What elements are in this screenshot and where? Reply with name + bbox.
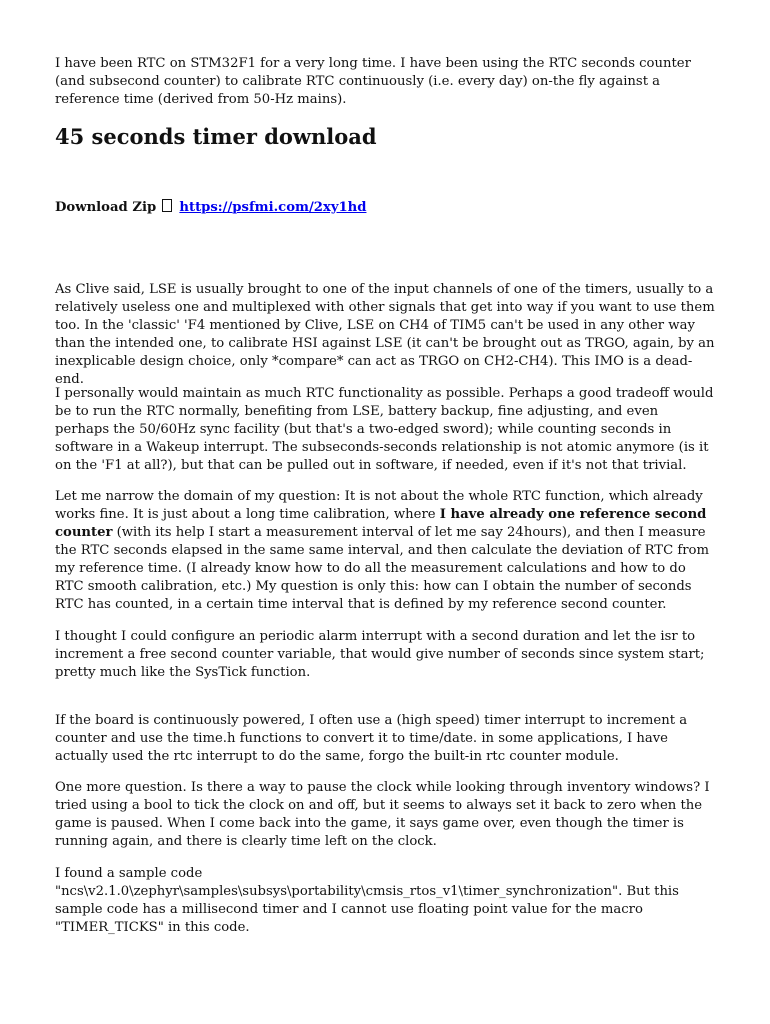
paragraph-continuously-powered: If the board is continuously powered, I often use a (high speed) timer interrupt to increment a counter and use the time.h functions to convert it to time/date. in some applications, I have actually used the rtc interrupt to do the same, forgo the built-in rtc counter module.: [55, 713, 688, 764]
paragraph-alarm-interrupt: I thought I could configure an periodic alarm interrupt with a second duration and let the isr to increment a free second counter variable, that would give number of seconds since system start; pretty much like the SysTick function.: [55, 629, 705, 680]
download-line: [55, 199, 366, 217]
intro-paragraph: I have been RTC on STM32F1 for a very long time. I have been using the RTC seconds counter (and subsecond counter) to calibrate RTC continuously (i.e. every day) on-the fly against a reference time (derived from 50-Hz mains).: [55, 56, 691, 107]
paragraph-sample-code: I found a sample code "ncs\v2.1.0\zephyr\samples\subsys\portability\cmsis_rtos_v1\timer_synchronization". But this sample code has a millisecond timer and I cannot use floating point value for the macro "TIMER_TICKS" in this code.: [55, 866, 679, 935]
paragraph-pause-clock: One more question. Is there a way to pause the clock while looking through inventory windows? I tried using a bool to tick the clock on and off, but it seems to always set it back to zero when the game is paused. When I come back into the game, it says game over, even though the timer is running again, and there is clearly time left on the clock.: [55, 780, 710, 849]
box-glyph-icon: [162, 199, 172, 212]
download-link[interactable]: https://psfmi.com/2xy1hd: [179, 200, 367, 215]
download-label: Download Zip: [55, 200, 157, 215]
paragraph-text-start: Let me narrow the domain of my question: It is not about the whole RTC function, which already works fine. It is just about a long time calibration, where: [55, 489, 703, 522]
paragraph-lse: As Clive said, LSE is usually brought to one of the input channels of one of the timers, usually to a relatively useless one and multiplexed with other signals that get into way if you want to use them too. In the 'classic' 'F4 mentioned by Clive, LSE on CH4 of TIM5 can't be used in any other way than the intended one, to calibrate HSI against LSE (it can't be brought out as TRGO, again, by an inexplicable design choice, only *compare* can act as TRGO on CH2-CH4). This IMO is a dead-end.: [55, 282, 715, 387]
paragraph-rtc-functionality: I personally would maintain as much RTC functionality as possible. Perhaps a good tradeoff would be to run the RTC normally, benefiting from LSE, battery backup, fine adjusting, and even perhaps the 50/60Hz sync facility (but that's a two-edged sword); while counting seconds in software in a Wakeup interrupt. The subseconds-seconds relationship is not atomic anymore (is it on the 'F1 at all?), but that can be pulled out in software, if needed, even if it's not that trivial.: [55, 386, 714, 473]
page-title: 45 seconds timer download: [55, 124, 377, 149]
paragraph-text-end: (with its help I start a measurement interval of let me say 24hours), and then I measure the RTC seconds elapsed in the same same interval, and then calculate the deviation of RTC from my reference time. (I already know how to do all the measurement calculations and how to do RTC smooth calibration, etc.) My question is only this: how can I obtain the number of seconds RTC has counted, in a certain time interval that is defined by my reference second counter.: [55, 525, 709, 612]
emphasis-text: I have already one reference second counter: [55, 507, 707, 540]
paragraph-narrow-question: [55, 488, 715, 614]
